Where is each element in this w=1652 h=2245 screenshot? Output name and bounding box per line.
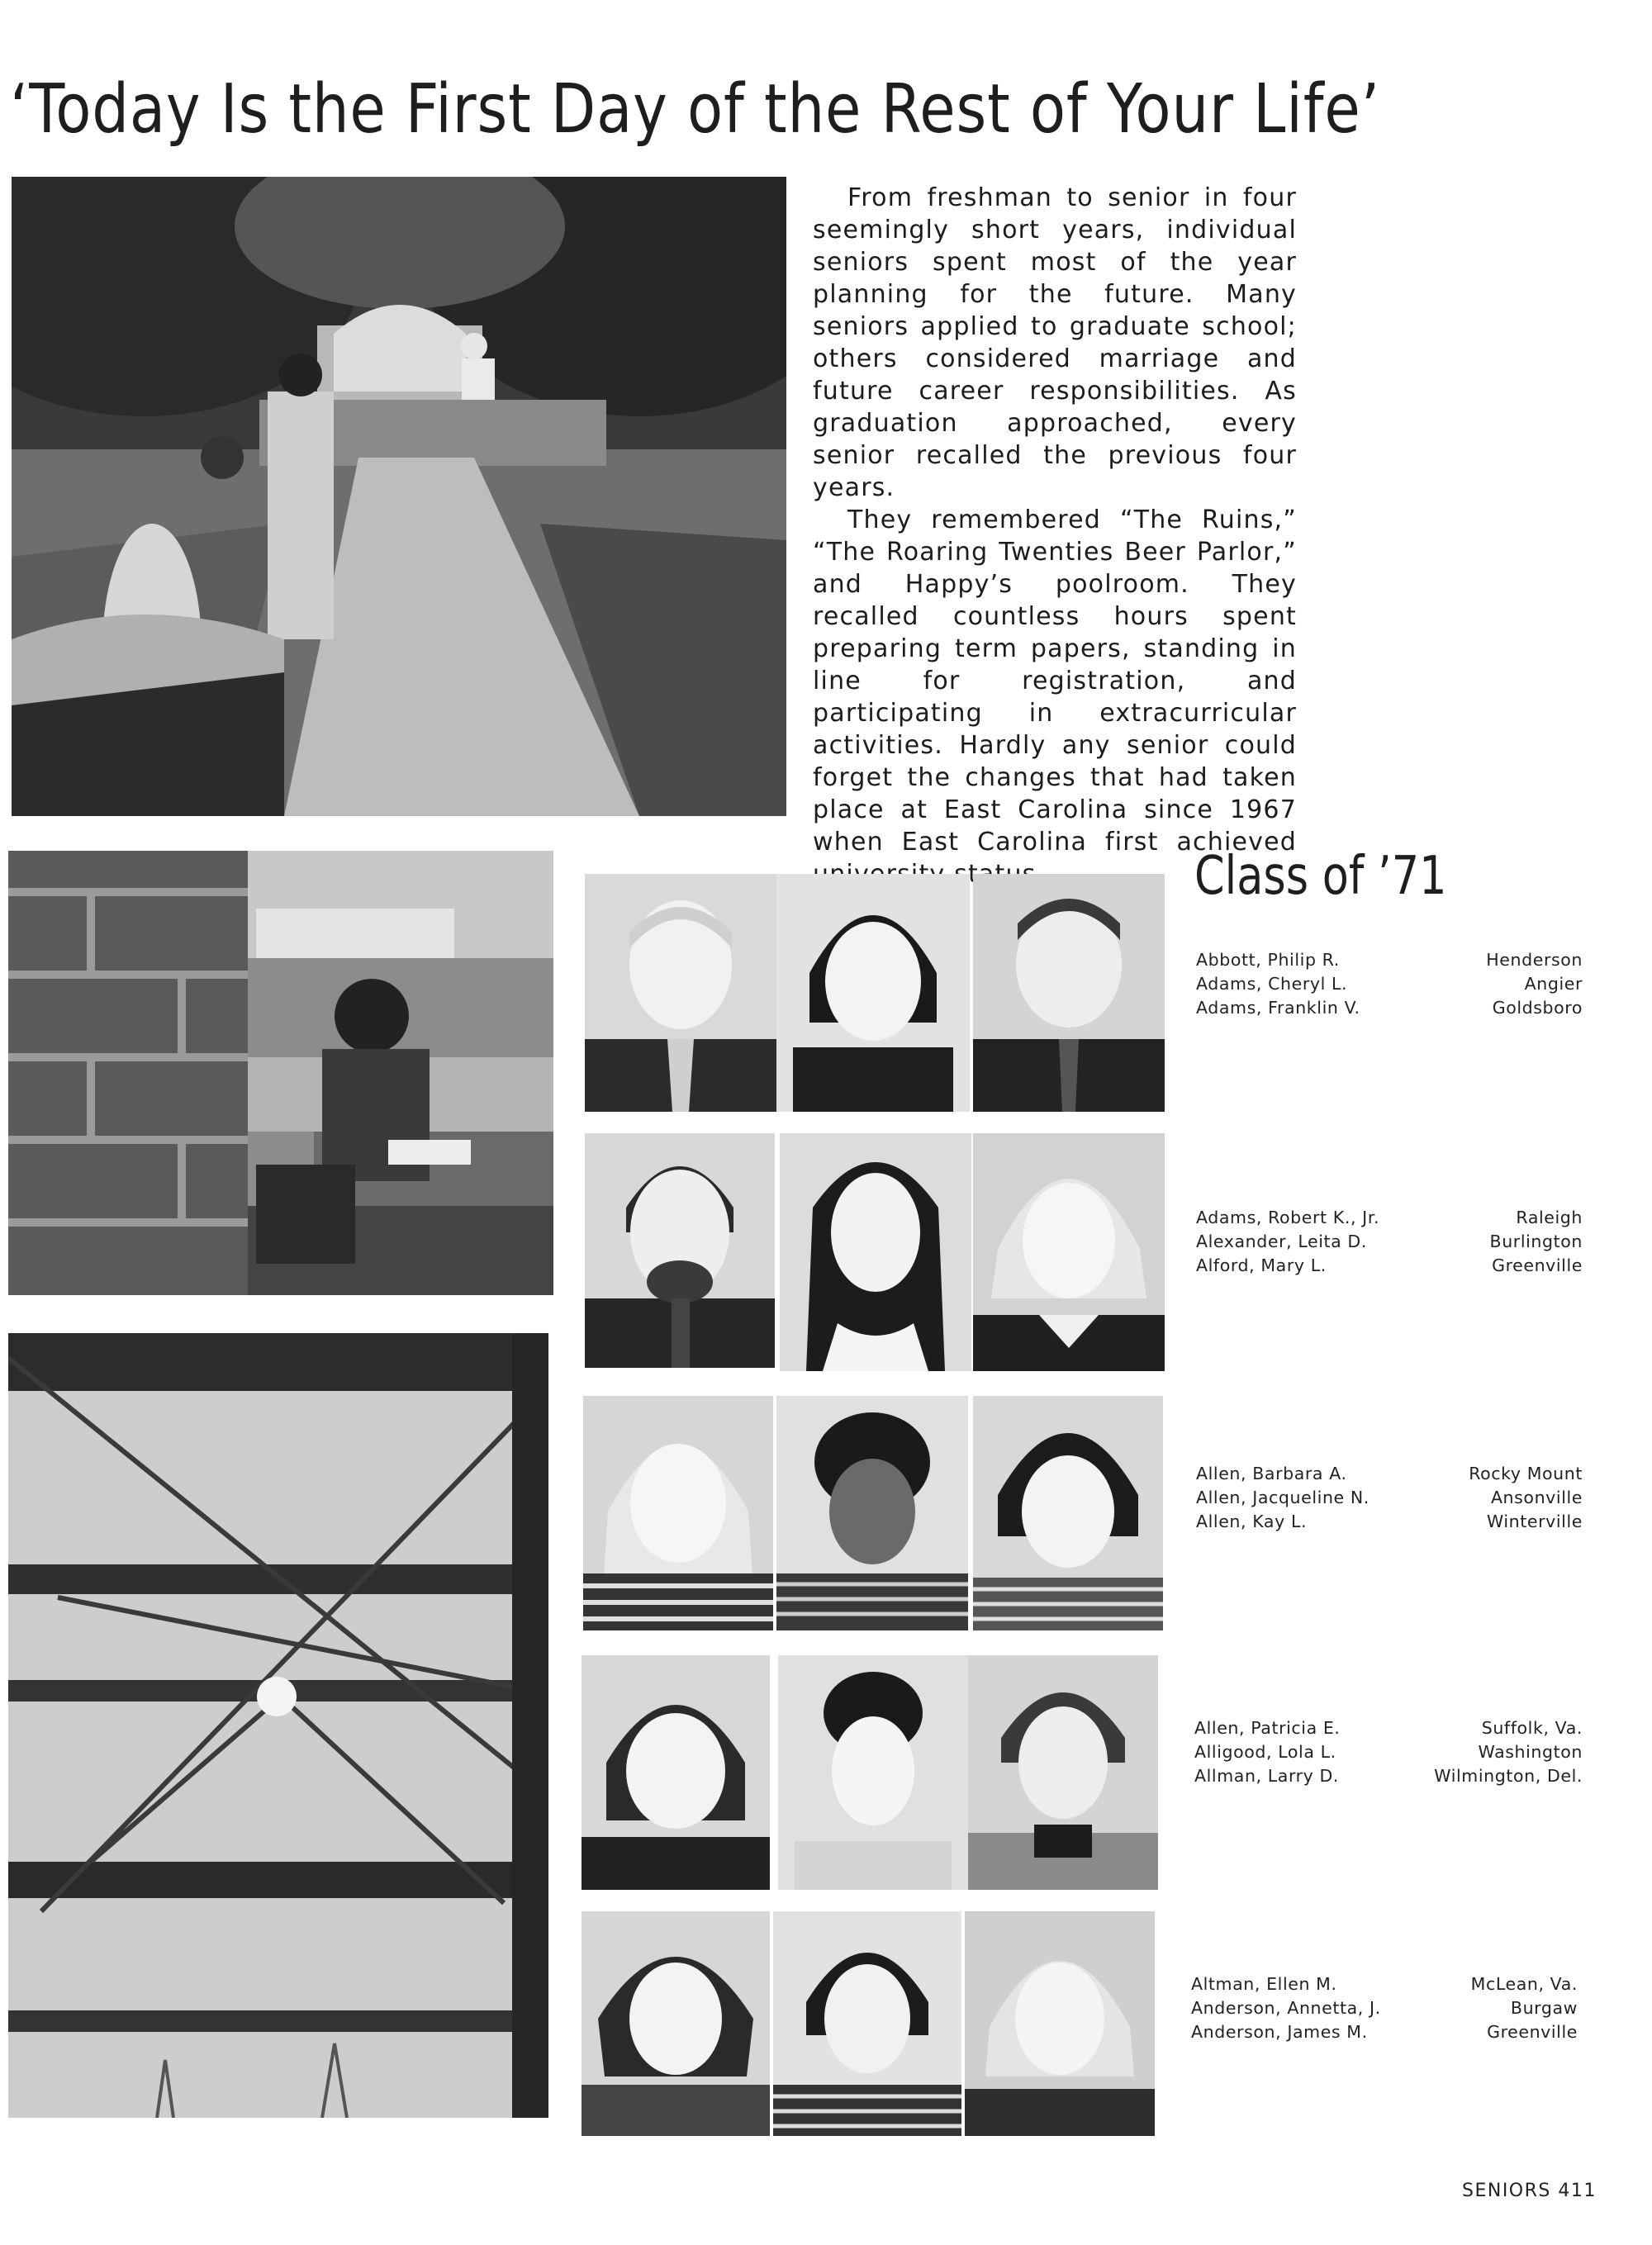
- town-list-2: [1393, 1206, 1583, 1278]
- student-name: Altman, Ellen M.: [1191, 1974, 1337, 1994]
- intro-paragraph-2: They remembered “The Ruins,” “The Roaring Twenties Beer Parlor,” and Happy’s poolroom. They recalled countless hours spent preparing term papers, standing in line for registration, and participating in extracurricular activities. Hardly any senior could forget the changes that had taken place at East Carolina since 1967 when East Carolina first achieved: [813, 505, 1297, 857]
- hometown: Angier: [1524, 974, 1583, 994]
- hometown: Ansonville: [1490, 1488, 1583, 1507]
- name-list-4: [1194, 1716, 1401, 1788]
- student-name: Allen, Patricia E.: [1194, 1718, 1341, 1738]
- page-footer: [1462, 2181, 1597, 2201]
- student-name: Adams, Franklin V.: [1196, 998, 1360, 1018]
- hometown: Washington: [1478, 1742, 1583, 1762]
- hometown: Goldsboro: [1492, 998, 1583, 1018]
- student-name: Anderson, Annetta, J.: [1191, 1998, 1381, 2018]
- portrait: [778, 1655, 968, 1890]
- portrait: [968, 1655, 1158, 1890]
- class-title: Class of ’71: [1194, 846, 1447, 907]
- name-list-1: [1196, 948, 1403, 1020]
- student-name: Abbott, Philip R.: [1196, 950, 1340, 970]
- portrait: [773, 1911, 961, 2136]
- intro-paragraph-1: From freshman to senior in four seemingly short years, individual seniors spent most of the year planning for the future. Many seniors applied to graduate school; others considered marriage and future career responsibilities. As graduation approached, every senior recalled the previous four years.: [813, 183, 1297, 502]
- student-name: Alligood, Lola L.: [1194, 1742, 1336, 1762]
- town-list-4: [1393, 1716, 1583, 1788]
- student-name: Anderson, James M.: [1191, 2022, 1368, 2042]
- portrait: [780, 1133, 971, 1371]
- portrait: [776, 1396, 968, 1630]
- name-list-2: [1196, 1206, 1403, 1278]
- town-list-1: [1393, 948, 1583, 1020]
- hometown: McLean, Va.: [1470, 1974, 1578, 1994]
- student-name: Adams, Cheryl L.: [1196, 974, 1348, 994]
- student-name: Allen, Barbara A.: [1196, 1464, 1347, 1483]
- hometown: Burlington: [1489, 1232, 1583, 1251]
- portrait: [582, 1911, 770, 2136]
- page-number: 411: [1558, 2181, 1597, 2201]
- hometown: Raleigh: [1516, 1208, 1583, 1227]
- student-name: Adams, Robert K., Jr.: [1196, 1208, 1380, 1227]
- portrait: [973, 1133, 1165, 1371]
- steel-beams-photo: [8, 1333, 548, 2118]
- portrait: [585, 1133, 775, 1368]
- portrait: [583, 1396, 773, 1630]
- town-list-3: [1393, 1462, 1583, 1534]
- name-list-5: [1191, 1972, 1398, 2044]
- student-name: Alford, Mary L.: [1196, 1255, 1327, 1275]
- portrait: [585, 874, 776, 1112]
- student-name: Allen, Kay L.: [1196, 1512, 1308, 1531]
- hometown: Burgaw: [1510, 1998, 1578, 2018]
- student-name: Allman, Larry D.: [1194, 1766, 1340, 1786]
- student-name: Alexander, Leita D.: [1196, 1232, 1367, 1251]
- portrait: [776, 874, 970, 1112]
- hometown: Suffolk, Va.: [1481, 1718, 1583, 1738]
- portrait: [973, 874, 1165, 1112]
- page-headline: ‘Today Is the First Day of the Rest of Your Life’: [10, 70, 1380, 149]
- hometown: Greenville: [1492, 1255, 1583, 1275]
- portrait: [965, 1911, 1155, 2136]
- hometown: Rocky Mount: [1469, 1464, 1583, 1483]
- hometown: Wilmington, Del.: [1434, 1766, 1583, 1786]
- town-list-5: [1388, 1972, 1578, 2044]
- portrait: [973, 1396, 1163, 1630]
- student-reading-photo: [8, 851, 553, 1295]
- student-name: Allen, Jacqueline N.: [1196, 1488, 1370, 1507]
- intro-text: [813, 182, 1297, 890]
- hometown: Winterville: [1486, 1512, 1583, 1531]
- portrait: [582, 1655, 770, 1890]
- name-list-3: [1196, 1462, 1403, 1534]
- section-label: SENIORS: [1462, 2181, 1551, 2201]
- campus-fountain-photo: [12, 177, 786, 816]
- hometown: Greenville: [1487, 2022, 1578, 2042]
- hometown: Henderson: [1486, 950, 1583, 970]
